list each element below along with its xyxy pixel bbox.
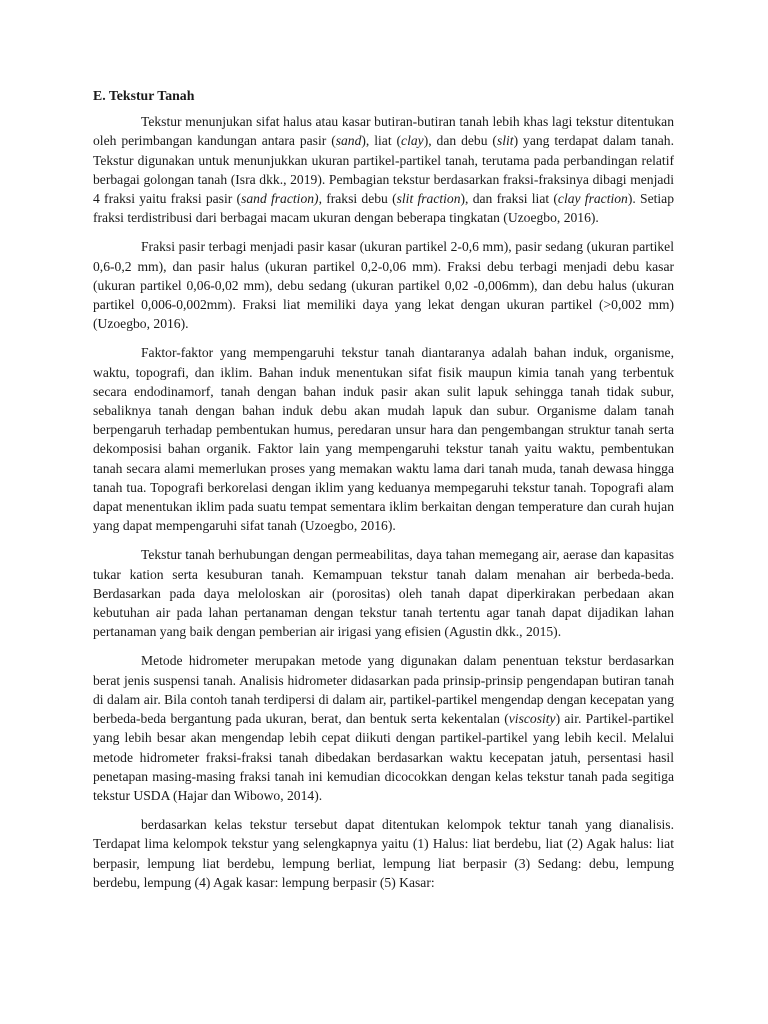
paragraph: [93, 815, 674, 892]
text-run: , fraksi debu (: [318, 191, 397, 207]
section-heading: E. Tekstur Tanah: [93, 88, 195, 103]
paragraph: [93, 112, 674, 227]
italic-term: slit fraction: [396, 191, 461, 207]
italic-term: clay fraction: [557, 191, 628, 207]
paragraph: [93, 651, 674, 805]
paragraph: [93, 237, 674, 333]
paragraph: [93, 343, 674, 535]
paragraph-list: [93, 112, 674, 892]
text-run: Fraksi pasir terbagi menjadi pasir kasar (ukuran partikel 2-0,6 mm), pasir sedang (ukuran partikel 0,6-0,2 mm), dan pasir halus (ukuran partikel 0,2-0,06 mm). Fraksi debu terbagi menjadi debu kasar (ukuran partikel 0,06-0,02 mm), debu sedang (ukuran partikel 0,02 -0,006mm), dan debu halus (ukuran partikel 0,006-0,002mm). Fraksi liat memiliki daya yang lekat dengan ukuran partikel (>0,002 mm) (Uzoegbo, 2016).: [93, 239, 674, 332]
text-run: Tekstur tanah berhubungan dengan permeabilitas, daya tahan memegang air, aerase dan kapasitas tukar kation serta kesuburan tanah. Kemampuan tekstur tanah dalam menahan air berbeda-beda. Berdasarkan pada daya meloloskan air (porositas) oleh tanah dapat diperkirakan perbedaan akan kebutuhan air pada lahan pertanaman dengan tekstur tanah tertentu agar tanah dapat dijadikan lahan pertanaman yang baik dengan pemberian air irigasi yang efisien (Agustin dkk., 2015).: [93, 547, 674, 640]
text-run: ) air. Partikel-partikel yang lebih besar akan mengendap lebih cepat diikuti dengan partikel-partikel yang lebih kecil. Melalui metode hidrometer fraksi-fraksi tanah dibedakan berdasarkan waktu kecepatan jatuh, persentasi hasil penetapan masing-masing fraksi tanah ini kemudian dicocokkan dengan kelas tekstur tanah pada segitiga tekstur USDA (Hajar dan Wibowo, 2014).: [93, 711, 674, 803]
text-run: ), dan fraksi liat (: [460, 191, 558, 207]
italic-term: sand: [335, 133, 362, 149]
italic-term: viscosity: [508, 711, 556, 727]
document-body: [93, 86, 674, 902]
text-run: ), dan debu (: [423, 133, 497, 149]
text-run: Metode hidrometer merupakan metode yang digunakan dalam penentuan tekstur berdasarkan berat jenis suspensi tanah. Analisis hidrometer didasarkan pada prinsip-prinsip pengendapan butiran tanah di dalam air. Bila contoh tanah terdipersi di dalam air, partikel-partikel mengendap dengan kecepatan yang berbeda-beda bergantung pada ukuran, berat, dan bentuk serta kekentalan (: [93, 653, 674, 727]
italic-term: slit: [496, 133, 514, 149]
paragraph: [93, 545, 674, 641]
text-run: ). Setiap fraksi terdistribusi dari berbagai macam ukuran dengan beberapa tingkatan (Uzoegbo, 2016).: [93, 191, 674, 226]
text-run: berdasarkan kelas tekstur tersebut dapat ditentukan kelompok tektur tanah yang dianalisis. Terdapat lima kelompok tekstur yang selengkapnya yaitu (1) Halus: liat berdebu, liat (2) Agak halus: liat berpasir, lempung liat berdebu, lempung berliat, lempung liat berpasir (3) Sedang: debu, lempung berdebu, lempung (4) Agak kasar: lempung berpasir (5) Kasar:: [93, 817, 674, 890]
italic-term: sand fraction): [241, 191, 319, 207]
text-run: ) yang terdapat dalam tanah. Tekstur digunakan untuk menunjukkan ukuran partikel-partikel tanah, terutama pada perbandingan relatif berbagai golongan tanah (Isra dkk., 2019). Pembagian tekstur berdasarkan fraksi-fraksinya dibagi menjadi 4 fraksi yaitu fraksi pasir (: [93, 133, 674, 207]
italic-term: clay: [401, 133, 424, 149]
text-run: Tekstur menunjukan sifat halus atau kasar butiran-butiran tanah lebih khas lagi tekstur ditentukan oleh perimbangan kandungan antara pasir (: [93, 114, 674, 149]
text-run: ), liat (: [361, 133, 402, 149]
text-run: Faktor-faktor yang mempengaruhi tekstur tanah diantaranya adalah bahan induk, organisme, waktu, topografi, dan iklim. Bahan induk menentukan sifat fisik maupun kimia tanah yang terbentuk secara endodinamorf, tanah dengan bahan induk pasir akan sulit lapuk sehingga tanah tidak subur, sebaliknya tanah dengan bahan induk debu akan mudah lapuk dan subur. Organisme dalam tanah berpengaruh terhadap pembentukan humus, peredaran unsur hara dan pengembangan struktur tanah serta dekomposisi bahan organik. Faktor lain yang mempengaruhi tekstur tanah yaitu waktu, pembentukan tanah secara alami memerlukan proses yang memakan waktu lama dari tanah muda, tanah dewasa hingga tanah tua. Topografi berkorelasi dengan iklim yang keduanya mempegaruhi tekstur tanah. Topografi alam dapat menentukan iklim pada suatu tempat sementara iklim berkaitan dengan temperature dan curah hujan yang dapat mempengaruhi sifat tanah (Uzoegbo, 2016).: [93, 345, 674, 534]
